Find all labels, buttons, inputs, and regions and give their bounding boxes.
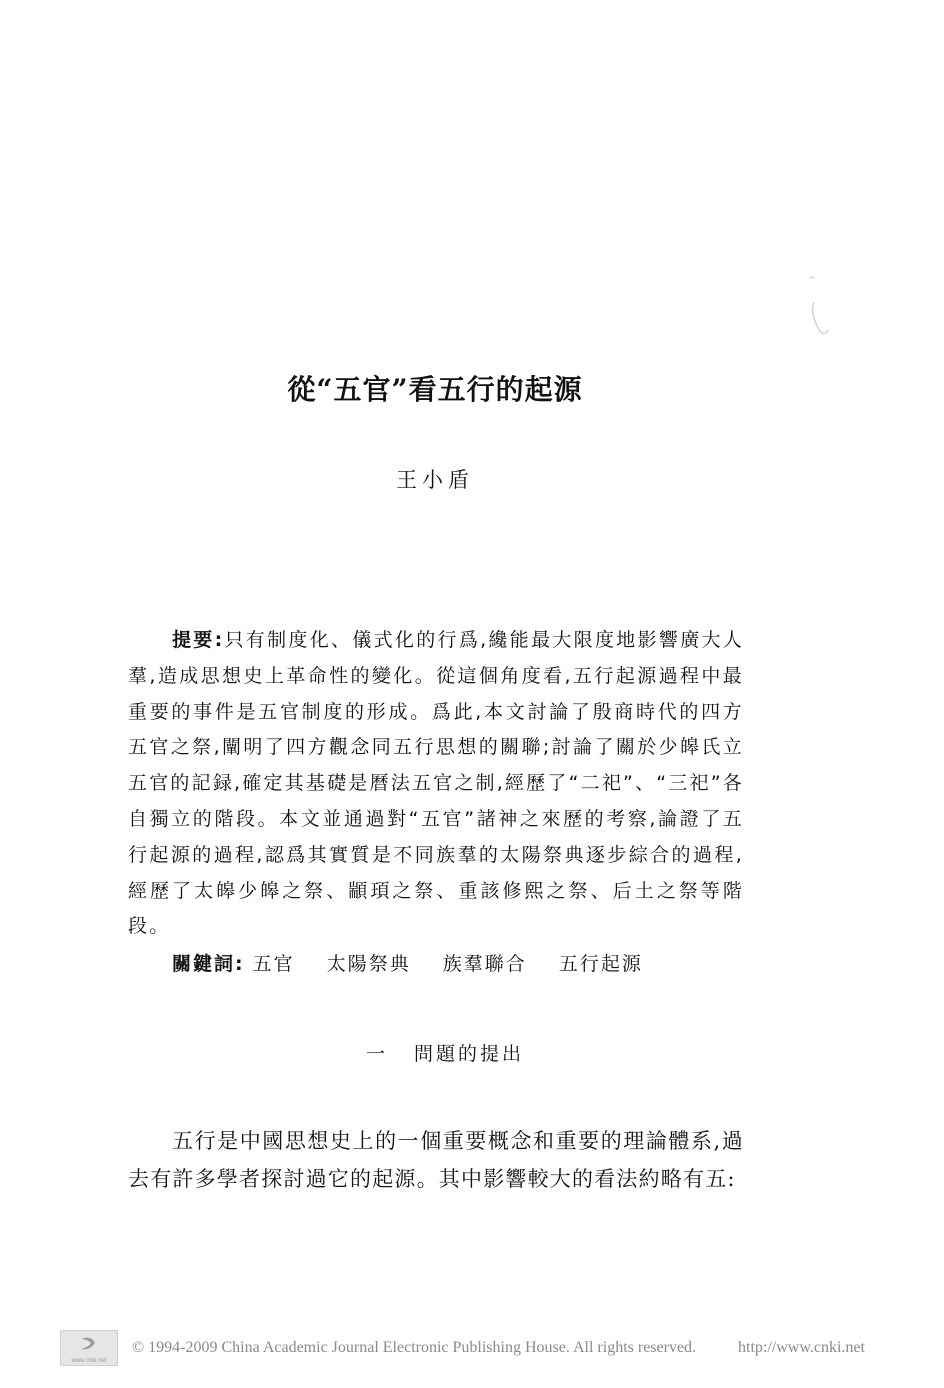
scan-artifact (800, 262, 840, 352)
keywords-label: 關鍵詞: (172, 953, 245, 975)
abstract (128, 623, 744, 945)
body-paragraph: 五行是中國思想史上的一個重要概念和重要的理論體系,過去有許多學者探討過它的起源。其中影響較大的看法約略有五: (128, 1129, 744, 1191)
keyword: 族羣聯合 (442, 953, 527, 975)
cnki-url-link[interactable]: http://www.cnki.net (738, 1339, 865, 1356)
paper-title: 從“五官”看五行的起源 (287, 373, 583, 406)
keywords-line (172, 946, 667, 982)
abstract-label: 提要: (172, 629, 225, 651)
keyword: 太陽祭典 (326, 953, 411, 975)
author-name: 王小盾 (396, 468, 474, 492)
cnki-logo (60, 1330, 118, 1366)
keyword: 五官 (252, 953, 295, 975)
section-heading (0, 1036, 890, 1072)
copyright-notice: © 1994-2009 China Academic Journal Electronic Publishing House. All rights reserved. (132, 1339, 697, 1356)
keyword: 五行起源 (558, 953, 643, 975)
cnki-logo-text: www.cnki.net (71, 1358, 107, 1364)
cnki-logo-icon (61, 1331, 117, 1365)
abstract-text: 只有制度化、儀式化的行爲,纔能最大限度地影響廣大人羣,造成思想史上革命性的變化。從這個角度看,五行起源過程中最重要的事件是五官制度的形成。爲此,本文討論了殷商時代的四方五官之祭,闡明了四方觀念同五行思想的關聯;討論了關於少皞氏立五官的記録,確定其基礎是曆法五官之制,經歷了“二祀”、“三祀”各自獨立的階段。本文並通過對“五官”諸神之來歷的考察,論證了五行起源的過程,認爲其實質是不同族羣的太陽祭典逐步綜合的過程,經歷了太皞少皞之祭、顓頊之祭、重該修熙之祭、后土之祭等階段。 (128, 629, 744, 938)
section-title: 問題的提出 (414, 1043, 525, 1065)
footer (60, 1330, 920, 1366)
section-number: 一 (365, 1043, 388, 1065)
